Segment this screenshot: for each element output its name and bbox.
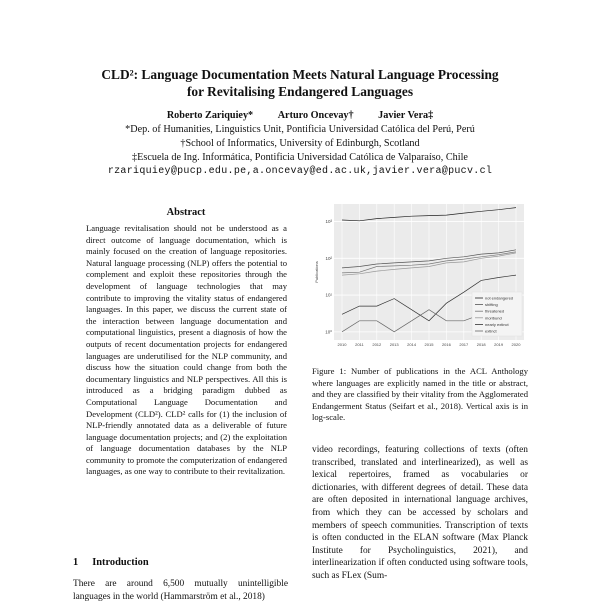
y-tick-label: 10³ (325, 219, 332, 225)
title-line-2: for Revitalising Endangered Languages (186, 84, 414, 99)
legend-entry: extinct (485, 328, 497, 334)
author-3: Javier Vera‡ (378, 110, 434, 121)
x-tick-label: 2020 (511, 342, 521, 347)
x-tick-label: 2014 (407, 342, 417, 347)
author-emails: rzariquiey@pucp.edu.pe,a.oncevay@ed.ac.uk,javier.vera@pucv.cl (107, 166, 493, 177)
author-1: Roberto Zariquiey* (166, 110, 254, 121)
figure-1 (312, 200, 530, 360)
author-names (40, 109, 560, 123)
publications-line-chart (312, 200, 530, 360)
x-tick-label: 2011 (355, 342, 364, 347)
affiliation-1: *Dep. of Humanities, Linguistics Unit, Pontificia Universidad Católica del Perú, Perú (125, 124, 475, 135)
x-tick-label: 2012 (372, 342, 382, 347)
affiliation-2: †School of Informatics, University of Edinburgh, Scotland (180, 138, 420, 149)
legend-entry: nearly extinct (485, 321, 509, 327)
affiliation-3: ‡Escuela de Ing. Informática, Pontificia Universidad Católica de Valparaíso, Chile (132, 152, 468, 163)
section-number: 1 (73, 557, 79, 568)
x-tick-label: 2018 (476, 342, 486, 347)
x-tick-label: 2015 (424, 342, 434, 347)
section-heading (73, 557, 149, 568)
legend-entry: not endangered (485, 295, 514, 301)
legend-entry: shifting (485, 302, 498, 308)
figure-caption: Figure 1: Number of publications in the ACL Anthology where languages are explicitly named in the title or abstract, and they are classified by their vitality from the Agglomerated Endangerment Status (Seifart et al., 2018). Vertical axis is in log-scale. (312, 366, 528, 423)
abstract-text: Language revitalisation should not be understood as a direct outcome of language documentation, which is mainly focused on the creation of language repositories. Natural language processing (NLP) offers the potential to complement and exploit these repositories through the development of language technologies that may contribute to improving the vitality status of endangered languages. In this paper, we discuss the current state of the interaction between language documentation and computational linguistics, present a diagnosis of how the outputs of recent documentation projects for endangered languages are underutilised for the NLP community, and discuss how the situation could change from both the documentary linguistics and NLP perspectives. All this is introduced as a bridging paradigm dubbed as Computational Language Documentation and Development (CLD²). CLD² calls for (1) the inclusion of NLP-friendly annotated data as a deliverable of future language documentation projects; and (2) the exploitation of language documentation databases by the NLP community to promote the computerization of endangered languages, as one way to contribute to their revitalization. (86, 223, 287, 477)
y-tick-label: 10² (325, 255, 332, 261)
chart-legend (472, 292, 522, 336)
abstract-heading: Abstract (166, 207, 206, 218)
author-block (40, 109, 560, 179)
intro-text: There are around 6,500 mutually unintelligible languages in the world (Hammarström et al., 2018) (73, 579, 288, 602)
y-axis-label: Publications (314, 261, 319, 283)
x-tick-label: 2019 (494, 342, 504, 347)
x-tick-label: 2017 (459, 342, 469, 347)
x-tick-label: 2013 (389, 342, 399, 347)
legend-entry: threatened (485, 308, 505, 314)
paper-title (40, 66, 560, 100)
legend-entry: moribund (485, 315, 502, 321)
right-column-text: video recordings, featuring collections of texts (often transcribed, translated and interlinearized), as well as lexical repertoires, framed as vocabularies or dictionaries, with different degrees of detail. These data are often deposited in international language archives, from which they can be accessed by scholars and members of speech communities. Transcription of texts is often conducted in the ELAN software (Max Planck Institute for Psycholinguistics, 2021), and interlinearization if often conducted using software tools, such as FLex (Sum- (312, 445, 528, 581)
title-line-1: CLD²: Language Documentation Meets Natural Language Processing (101, 67, 499, 82)
section-title: Introduction (92, 557, 149, 568)
x-tick-label: 2016 (441, 342, 451, 347)
y-tick-label: 10⁰ (325, 329, 332, 335)
x-tick-label: 2010 (337, 342, 347, 347)
author-2: Arturo Oncevay† (277, 110, 354, 121)
y-tick-label: 10¹ (325, 292, 332, 298)
